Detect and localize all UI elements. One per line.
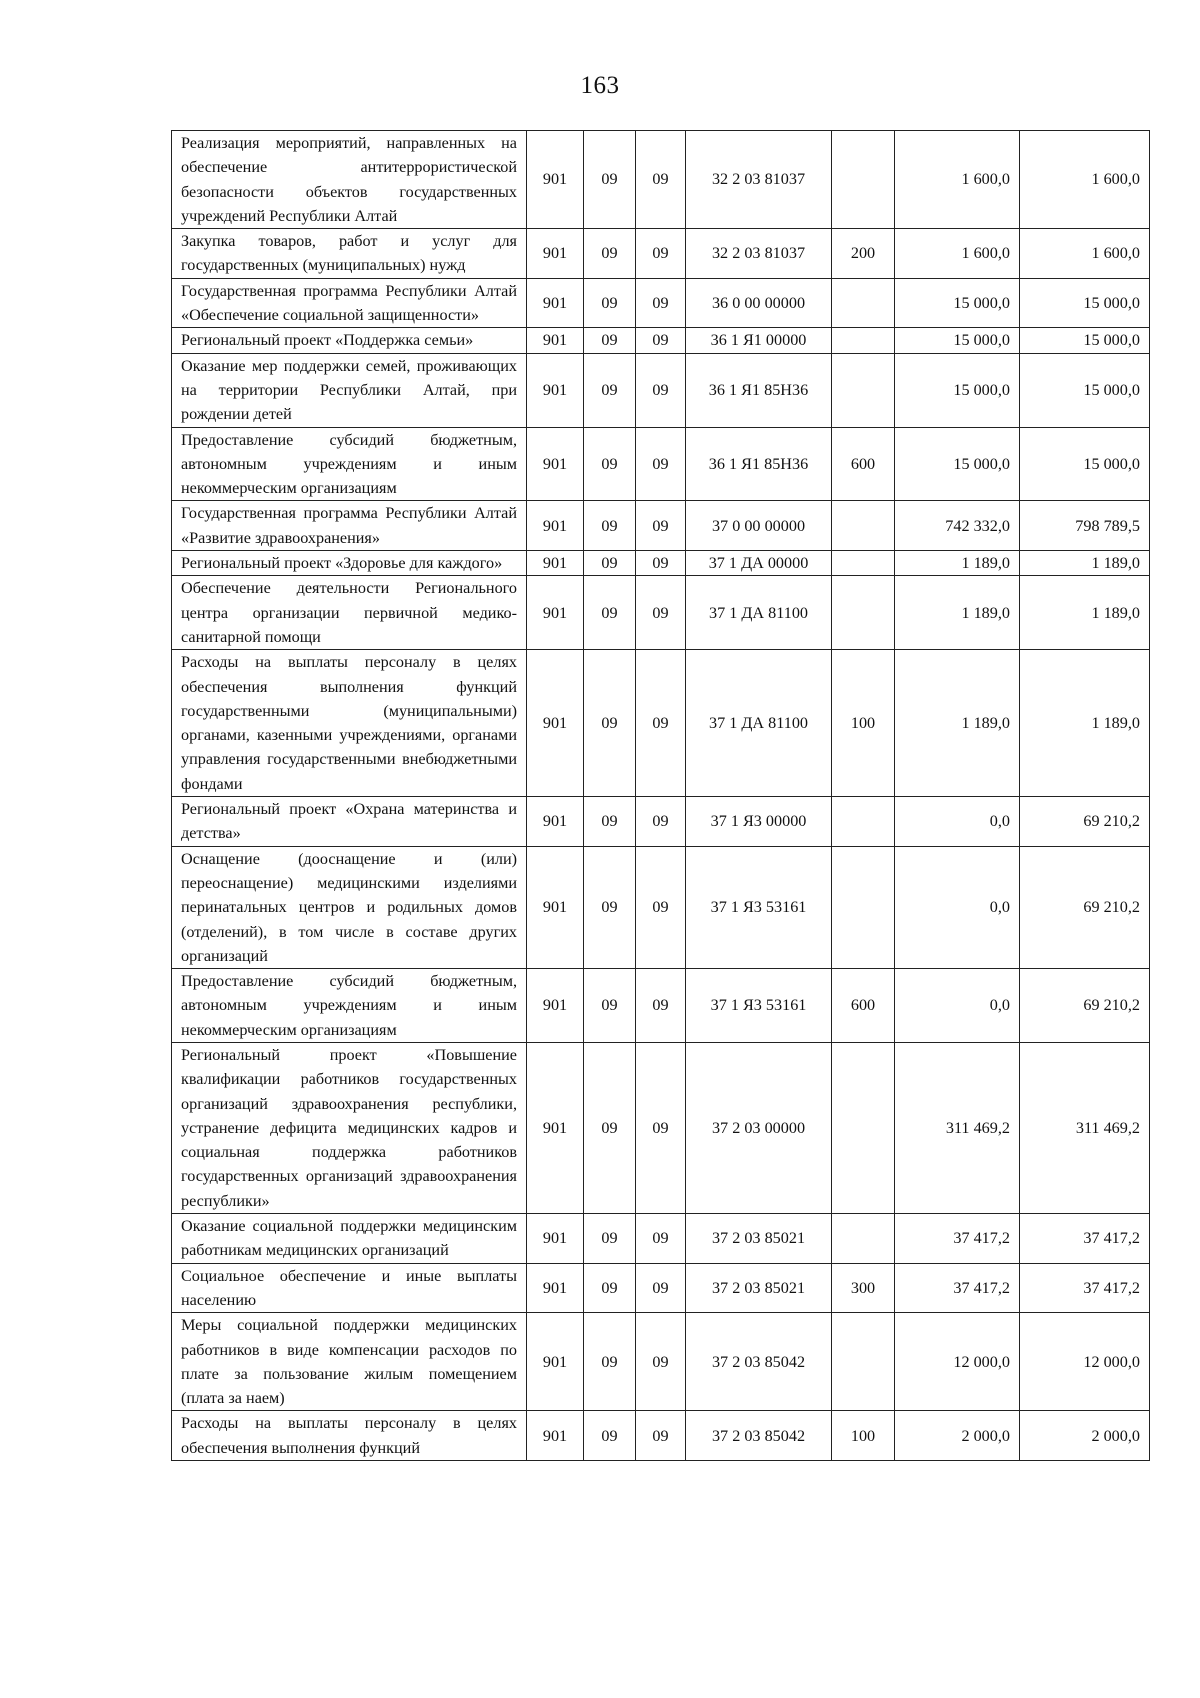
cell-section: 09 — [584, 1313, 636, 1411]
cell-expense-type — [832, 1214, 895, 1264]
cell-name: Региональный проект «Охрана материнства и детства» — [172, 797, 527, 847]
cell-subsection: 09 — [636, 551, 686, 576]
table-row — [172, 1214, 1150, 1264]
cell-section: 09 — [584, 797, 636, 847]
cell-name: Обеспечение деятельности Регионального центра организации первичной медико-санитарной помощи — [172, 576, 527, 650]
cell-name: Оснащение (дооснащение и (или) переоснащение) медицинскими изделиями перинатальных центров и родильных домов (отделений), в том числе в составе других организаций — [172, 846, 527, 968]
cell-sum-year2: 1 600,0 — [1020, 229, 1150, 279]
cell-sum-year2: 37 417,2 — [1020, 1214, 1150, 1264]
cell-subsection: 09 — [636, 576, 686, 650]
cell-sum-year1: 0,0 — [895, 797, 1020, 847]
cell-subsection: 09 — [636, 797, 686, 847]
cell-sum-year2: 69 210,2 — [1020, 797, 1150, 847]
table-row — [172, 650, 1150, 797]
table-row — [172, 328, 1150, 353]
cell-section: 09 — [584, 551, 636, 576]
cell-ministry: 901 — [527, 576, 584, 650]
cell-section: 09 — [584, 131, 636, 229]
table-row — [172, 427, 1150, 501]
cell-target-article: 37 2 03 85042 — [686, 1313, 832, 1411]
cell-sum-year1: 12 000,0 — [895, 1313, 1020, 1411]
cell-sum-year1: 742 332,0 — [895, 501, 1020, 551]
cell-ministry: 901 — [527, 846, 584, 968]
cell-expense-type — [832, 1313, 895, 1411]
cell-name: Региональный проект «Здоровье для каждого» — [172, 551, 527, 576]
cell-subsection: 09 — [636, 278, 686, 328]
cell-section: 09 — [584, 650, 636, 797]
cell-section: 09 — [584, 1214, 636, 1264]
cell-ministry: 901 — [527, 1313, 584, 1411]
cell-ministry: 901 — [527, 501, 584, 551]
cell-name: Государственная программа Республики Алтай «Развитие здравоохранения» — [172, 501, 527, 551]
cell-subsection: 09 — [636, 131, 686, 229]
cell-ministry: 901 — [527, 278, 584, 328]
cell-subsection: 09 — [636, 1263, 686, 1313]
cell-sum-year1: 311 469,2 — [895, 1042, 1020, 1213]
cell-sum-year2: 2 000,0 — [1020, 1411, 1150, 1461]
cell-name: Меры социальной поддержки медицинских работников в виде компенсации расходов по плате за пользование жилым помещением (плата за наем) — [172, 1313, 527, 1411]
cell-section: 09 — [584, 1411, 636, 1461]
cell-section: 09 — [584, 846, 636, 968]
cell-section: 09 — [584, 501, 636, 551]
cell-subsection: 09 — [636, 846, 686, 968]
cell-name: Закупка товаров, работ и услуг для государственных (муниципальных) нужд — [172, 229, 527, 279]
cell-sum-year1: 0,0 — [895, 969, 1020, 1043]
cell-subsection: 09 — [636, 969, 686, 1043]
budget-table — [171, 130, 1150, 1461]
cell-sum-year2: 1 189,0 — [1020, 650, 1150, 797]
cell-expense-type — [832, 797, 895, 847]
cell-name: Оказание социальной поддержки медицинским работникам медицинских организаций — [172, 1214, 527, 1264]
cell-expense-type — [832, 1042, 895, 1213]
cell-sum-year1: 0,0 — [895, 846, 1020, 968]
cell-sum-year1: 1 600,0 — [895, 229, 1020, 279]
cell-sum-year1: 15 000,0 — [895, 278, 1020, 328]
cell-subsection: 09 — [636, 229, 686, 279]
cell-sum-year2: 1 189,0 — [1020, 551, 1150, 576]
cell-subsection: 09 — [636, 1313, 686, 1411]
cell-sum-year2: 37 417,2 — [1020, 1263, 1150, 1313]
cell-ministry: 901 — [527, 353, 584, 427]
cell-ministry: 901 — [527, 427, 584, 501]
cell-expense-type — [832, 846, 895, 968]
cell-subsection: 09 — [636, 501, 686, 551]
cell-expense-type — [832, 501, 895, 551]
cell-section: 09 — [584, 969, 636, 1043]
cell-sum-year2: 1 600,0 — [1020, 131, 1150, 229]
cell-expense-type: 300 — [832, 1263, 895, 1313]
cell-ministry: 901 — [527, 229, 584, 279]
table-row — [172, 1042, 1150, 1213]
cell-subsection: 09 — [636, 1411, 686, 1461]
table-row — [172, 501, 1150, 551]
cell-target-article: 37 0 00 00000 — [686, 501, 832, 551]
cell-target-article: 37 1 Я3 53161 — [686, 969, 832, 1043]
table-row — [172, 1313, 1150, 1411]
cell-target-article: 36 1 Я1 85Н36 — [686, 427, 832, 501]
cell-target-article: 37 1 Я3 53161 — [686, 846, 832, 968]
cell-target-article: 37 1 ДА 81100 — [686, 576, 832, 650]
cell-ministry: 901 — [527, 551, 584, 576]
cell-ministry: 901 — [527, 1411, 584, 1461]
cell-section: 09 — [584, 427, 636, 501]
table-row — [172, 229, 1150, 279]
cell-name: Предоставление субсидий бюджетным, автономным учреждениям и иным некоммерческим организациям — [172, 969, 527, 1043]
cell-sum-year1: 15 000,0 — [895, 328, 1020, 353]
cell-expense-type: 200 — [832, 229, 895, 279]
cell-target-article: 36 1 Я1 85Н36 — [686, 353, 832, 427]
cell-section: 09 — [584, 576, 636, 650]
cell-ministry: 901 — [527, 131, 584, 229]
cell-expense-type: 100 — [832, 650, 895, 797]
table-row — [172, 551, 1150, 576]
cell-expense-type — [832, 278, 895, 328]
cell-sum-year2: 1 189,0 — [1020, 576, 1150, 650]
cell-sum-year2: 15 000,0 — [1020, 427, 1150, 501]
table-row — [172, 797, 1150, 847]
cell-sum-year1: 1 189,0 — [895, 576, 1020, 650]
table-row — [172, 353, 1150, 427]
cell-ministry: 901 — [527, 1263, 584, 1313]
cell-sum-year1: 1 189,0 — [895, 551, 1020, 576]
cell-sum-year1: 15 000,0 — [895, 353, 1020, 427]
cell-name: Расходы на выплаты персоналу в целях обеспечения выполнения функций государственными (муниципальными) органами, казенными учреждениями, органами управления государственными внебюджетными фондами — [172, 650, 527, 797]
cell-target-article: 37 2 03 00000 — [686, 1042, 832, 1213]
cell-name: Расходы на выплаты персоналу в целях обеспечения выполнения функций — [172, 1411, 527, 1461]
cell-sum-year2: 69 210,2 — [1020, 969, 1150, 1043]
cell-target-article: 37 2 03 85021 — [686, 1214, 832, 1264]
cell-sum-year2: 15 000,0 — [1020, 353, 1150, 427]
cell-subsection: 09 — [636, 1214, 686, 1264]
cell-target-article: 37 1 ДА 00000 — [686, 551, 832, 576]
cell-subsection: 09 — [636, 1042, 686, 1213]
cell-sum-year2: 311 469,2 — [1020, 1042, 1150, 1213]
table-row — [172, 969, 1150, 1043]
cell-ministry: 901 — [527, 650, 584, 797]
table-row — [172, 1411, 1150, 1461]
cell-sum-year2: 15 000,0 — [1020, 278, 1150, 328]
cell-target-article: 32 2 03 81037 — [686, 229, 832, 279]
cell-sum-year2: 69 210,2 — [1020, 846, 1150, 968]
cell-section: 09 — [584, 328, 636, 353]
cell-name: Предоставление субсидий бюджетным, автономным учреждениям и иным некоммерческим организациям — [172, 427, 527, 501]
table-row — [172, 1263, 1150, 1313]
table-row — [172, 278, 1150, 328]
cell-sum-year1: 1 600,0 — [895, 131, 1020, 229]
cell-sum-year1: 37 417,2 — [895, 1263, 1020, 1313]
cell-name: Государственная программа Республики Алтай «Обеспечение социальной защищенности» — [172, 278, 527, 328]
cell-expense-type — [832, 328, 895, 353]
cell-subsection: 09 — [636, 650, 686, 797]
page-number: 163 — [580, 72, 620, 99]
cell-name: Социальное обеспечение и иные выплаты населению — [172, 1263, 527, 1313]
cell-sum-year1: 2 000,0 — [895, 1411, 1020, 1461]
cell-section: 09 — [584, 278, 636, 328]
cell-subsection: 09 — [636, 427, 686, 501]
cell-ministry: 901 — [527, 969, 584, 1043]
cell-expense-type — [832, 576, 895, 650]
cell-section: 09 — [584, 229, 636, 279]
cell-section: 09 — [584, 353, 636, 427]
cell-sum-year1: 37 417,2 — [895, 1214, 1020, 1264]
cell-name: Региональный проект «Поддержка семьи» — [172, 328, 527, 353]
cell-section: 09 — [584, 1042, 636, 1213]
cell-ministry: 901 — [527, 328, 584, 353]
cell-target-article: 36 1 Я1 00000 — [686, 328, 832, 353]
cell-target-article: 32 2 03 81037 — [686, 131, 832, 229]
table-row — [172, 131, 1150, 229]
table-row — [172, 846, 1150, 968]
cell-target-article: 37 2 03 85021 — [686, 1263, 832, 1313]
cell-expense-type — [832, 131, 895, 229]
cell-ministry: 901 — [527, 1042, 584, 1213]
cell-target-article: 37 1 Я3 00000 — [686, 797, 832, 847]
cell-subsection: 09 — [636, 328, 686, 353]
cell-name: Реализация мероприятий, направленных на обеспечение антитеррористической безопасности объектов государственных учреждений Республики Алтай — [172, 131, 527, 229]
table-body — [172, 131, 1150, 1461]
cell-target-article: 36 0 00 00000 — [686, 278, 832, 328]
cell-name: Оказание мер поддержки семей, проживающих на территории Республики Алтай, при рождении детей — [172, 353, 527, 427]
cell-expense-type — [832, 353, 895, 427]
cell-sum-year2: 798 789,5 — [1020, 501, 1150, 551]
cell-sum-year2: 15 000,0 — [1020, 328, 1150, 353]
cell-expense-type: 600 — [832, 969, 895, 1043]
cell-expense-type: 600 — [832, 427, 895, 501]
cell-sum-year1: 1 189,0 — [895, 650, 1020, 797]
cell-ministry: 901 — [527, 797, 584, 847]
cell-name: Региональный проект «Повышение квалификации работников государственных организаций здравоохранения республики, устранение дефицита медицинских кадров и социальная поддержка работников государственных организаций здравоохранения республики» — [172, 1042, 527, 1213]
cell-sum-year1: 15 000,0 — [895, 427, 1020, 501]
table-row — [172, 576, 1150, 650]
cell-expense-type: 100 — [832, 1411, 895, 1461]
cell-ministry: 901 — [527, 1214, 584, 1264]
cell-subsection: 09 — [636, 353, 686, 427]
cell-expense-type — [832, 551, 895, 576]
cell-target-article: 37 1 ДА 81100 — [686, 650, 832, 797]
cell-sum-year2: 12 000,0 — [1020, 1313, 1150, 1411]
cell-section: 09 — [584, 1263, 636, 1313]
cell-target-article: 37 2 03 85042 — [686, 1411, 832, 1461]
